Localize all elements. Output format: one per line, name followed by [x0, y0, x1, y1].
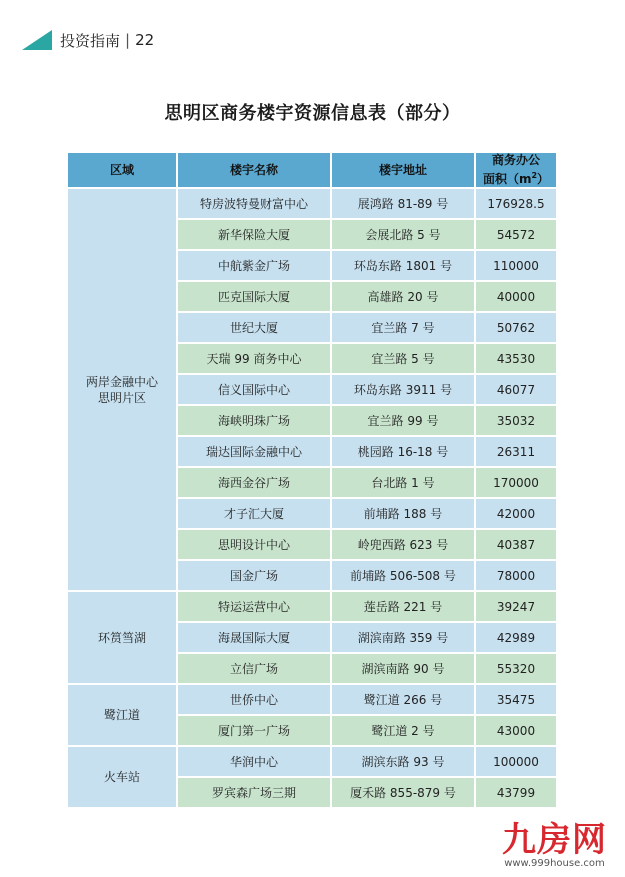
building-address-cell: 湖滨南路 359 号: [332, 623, 474, 652]
building-address-cell: 会展北路 5 号: [332, 220, 474, 249]
building-name-cell: 海峡明珠广场: [178, 406, 330, 435]
building-address-cell: 桃园路 16-18 号: [332, 437, 474, 466]
building-name-cell: 罗宾森广场三期: [178, 778, 330, 807]
header-area-sup: 2: [531, 171, 538, 180]
office-area-cell: 40000: [476, 282, 556, 311]
office-area-cell: 35475: [476, 685, 556, 714]
building-name-cell: 海晟国际大厦: [178, 623, 330, 652]
district-line1: 两岸金融中心: [85, 374, 158, 389]
building-name-cell: 中航紫金广场: [178, 251, 330, 280]
office-area-cell: 110000: [476, 251, 556, 280]
watermark-logo: [502, 822, 607, 869]
building-name-cell: 国金广场: [178, 561, 330, 590]
office-area-cell: 39247: [476, 592, 556, 621]
header-building-name: 楼宇名称: [178, 153, 330, 187]
header-separator: |: [125, 31, 131, 49]
district-cell: [68, 747, 176, 807]
district-line2: 思明片区: [97, 390, 146, 405]
table-row: [68, 685, 556, 714]
building-address-cell: 展鸿路 81-89 号: [332, 189, 474, 218]
page-header: [22, 27, 154, 53]
office-area-cell: 46077: [476, 375, 556, 404]
building-name-cell: 思明设计中心: [178, 530, 330, 559]
building-address-cell: 台北路 1 号: [332, 468, 474, 497]
office-area-cell: 43530: [476, 344, 556, 373]
office-area-cell: 26311: [476, 437, 556, 466]
office-area-cell: 50762: [476, 313, 556, 342]
office-area-cell: 55320: [476, 654, 556, 683]
district-cell: [68, 189, 176, 590]
office-area-cell: 176928.5: [476, 189, 556, 218]
building-name-cell: 立信广场: [178, 654, 330, 683]
office-area-cell: 40387: [476, 530, 556, 559]
watermark-url: www.999house.com: [504, 858, 605, 869]
building-address-cell: 宜兰路 5 号: [332, 344, 474, 373]
building-address-cell: 鹭江道 2 号: [332, 716, 474, 745]
building-name-cell: 厦门第一广场: [178, 716, 330, 745]
building-name-cell: 瑞达国际金融中心: [178, 437, 330, 466]
building-name-cell: 才子汇大厦: [178, 499, 330, 528]
office-area-cell: 42000: [476, 499, 556, 528]
building-address-cell: 岭兜西路 623 号: [332, 530, 474, 559]
office-area-cell: 170000: [476, 468, 556, 497]
header-area-line1: 商务办公: [491, 153, 540, 167]
district-line1: 火车站: [103, 770, 140, 784]
office-area-cell: 42989: [476, 623, 556, 652]
building-address-cell: 前埔路 188 号: [332, 499, 474, 528]
table-row: [68, 592, 556, 621]
building-info-table: [66, 151, 558, 809]
table-header-row: [68, 153, 556, 187]
office-area-cell: 78000: [476, 561, 556, 590]
watermark-brand: 九房网: [502, 820, 607, 860]
building-name-cell: 匹克国际大厦: [178, 282, 330, 311]
building-address-cell: 前埔路 506-508 号: [332, 561, 474, 590]
building-name-cell: 华润中心: [178, 747, 330, 776]
office-area-cell: 43799: [476, 778, 556, 807]
document-title: 思明区商务楼宇资源信息表（部分）: [164, 103, 461, 124]
building-address-cell: 高雄路 20 号: [332, 282, 474, 311]
building-address-cell: 环岛东路 3911 号: [332, 375, 474, 404]
building-name-cell: 特运运营中心: [178, 592, 330, 621]
building-address-cell: 环岛东路 1801 号: [332, 251, 474, 280]
triangle-logo-icon: [22, 30, 52, 50]
building-name-cell: 特房波特曼财富中心: [178, 189, 330, 218]
header-building-address: 楼宇地址: [332, 153, 474, 187]
office-area-cell: 54572: [476, 220, 556, 249]
district-cell: [68, 592, 176, 683]
building-address-cell: 湖滨东路 93 号: [332, 747, 474, 776]
header-area-close: ）: [537, 172, 550, 186]
table-row: [68, 189, 556, 218]
header-office-area: [476, 153, 556, 187]
building-address-cell: 宜兰路 7 号: [332, 313, 474, 342]
building-address-cell: 莲岳路 221 号: [332, 592, 474, 621]
building-name-cell: 新华保险大厦: [178, 220, 330, 249]
table-body: [68, 189, 556, 807]
section-title: 投资指南: [60, 31, 121, 50]
building-name-cell: 天瑞 99 商务中心: [178, 344, 330, 373]
office-area-cell: 100000: [476, 747, 556, 776]
district-line1: 环筼筜湖: [97, 630, 146, 645]
page-number: 22: [135, 31, 155, 49]
table-row: [68, 747, 556, 776]
building-address-cell: 宜兰路 99 号: [332, 406, 474, 435]
office-area-cell: 43000: [476, 716, 556, 745]
building-address-cell: 湖滨南路 90 号: [332, 654, 474, 683]
building-address-cell: 鹭江道 266 号: [332, 685, 474, 714]
building-name-cell: 世侨中心: [178, 685, 330, 714]
building-name-cell: 世纪大厦: [178, 313, 330, 342]
header-district: 区域: [68, 153, 176, 187]
header-area-line2: 面积（m: [482, 172, 532, 186]
building-name-cell: 信义国际中心: [178, 375, 330, 404]
district-cell: [68, 685, 176, 745]
building-name-cell: 海西金谷广场: [178, 468, 330, 497]
building-address-cell: 厦禾路 855-879 号: [332, 778, 474, 807]
office-area-cell: 35032: [476, 406, 556, 435]
district-line1: 鹭江道: [103, 708, 140, 722]
